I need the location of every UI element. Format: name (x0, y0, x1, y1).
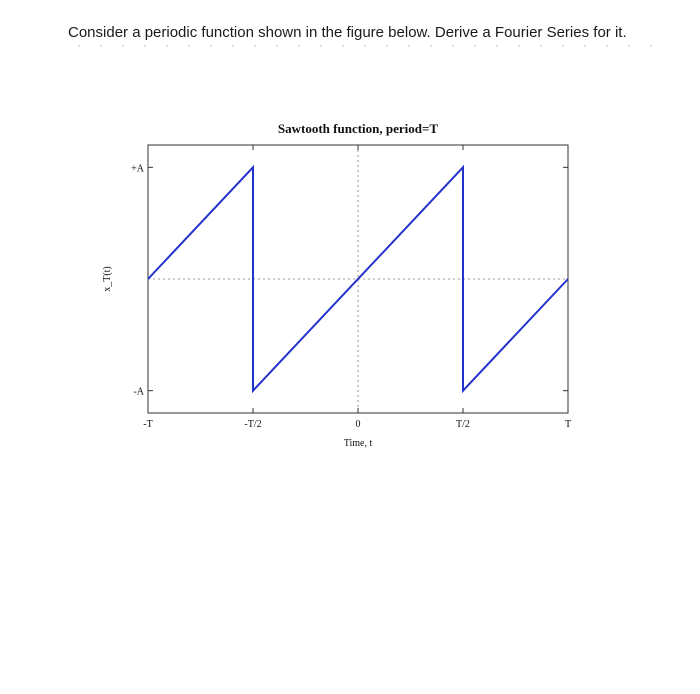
x-tick-label: 0 (355, 419, 361, 430)
x-tick-label: -T/2 (244, 419, 262, 430)
y-axis-label: x_T(t) (102, 266, 113, 292)
y-tick-label: -A (133, 386, 144, 398)
y-tick-label: +A (131, 163, 144, 175)
x-tick-label: -T (143, 419, 153, 430)
question-text: Consider a periodic function shown in the figure below. Derive a Fourier Series for it. (68, 24, 627, 41)
chart-title: Sawtooth function, period=T (277, 121, 439, 136)
x-tick-label: T (564, 419, 572, 430)
x-tick-label: T/2 (456, 419, 470, 430)
x-axis-label: Time, t (343, 438, 373, 449)
